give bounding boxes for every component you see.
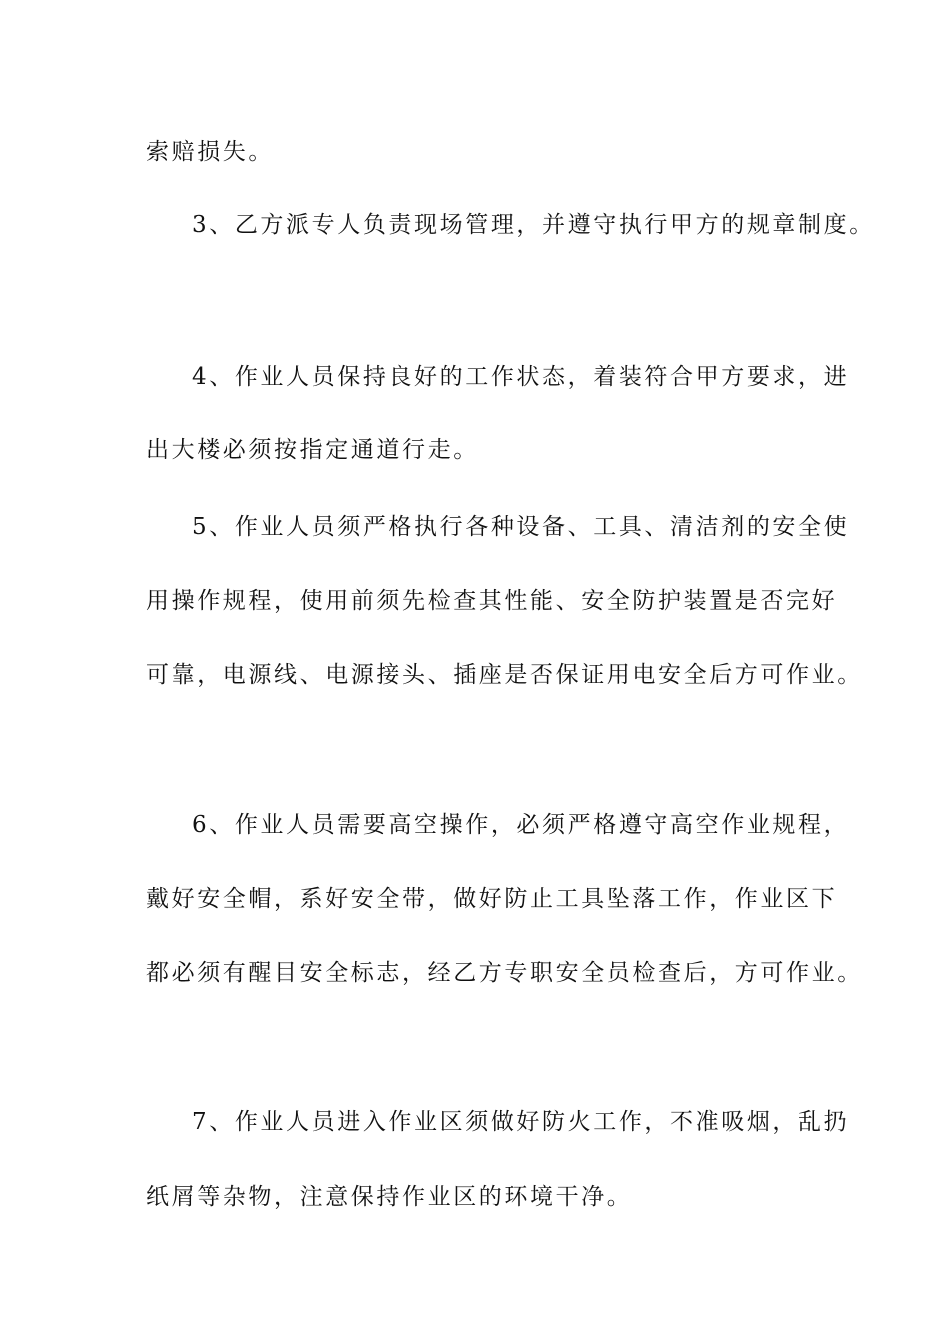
text-line: 5、作业人员须严格执行各种设备、工具、清洁剂的安全使 [192,514,850,540]
text-line: 用操作规程，使用前须先检查其性能、安全防护装置是否完好 [146,588,838,614]
text-line: 3、乙方派专人负责现场管理，并遵守执行甲方的规章制度。 [192,212,875,238]
text-line: 6、作业人员需要高空操作，必须严格遵守高空作业规程， [192,812,850,838]
text-line: 戴好安全帽，系好安全带，做好防止工具坠落工作，作业区下 [146,886,838,912]
text-line: 都必须有醒目安全标志，经乙方专职安全员检查后，方可作业。 [146,960,863,986]
text-line: 可靠，电源线、电源接头、插座是否保证用电安全后方可作业。 [146,662,863,688]
text-line: 纸屑等杂物，注意保持作业区的环境干净。 [146,1184,633,1210]
text-line: 出大楼必须按指定通道行走。 [146,437,479,463]
text-line: 7、作业人员进入作业区须做好防火工作，不准吸烟，乱扔 [192,1109,850,1135]
text-line: 索赔损失。 [146,139,274,165]
text-line: 4、作业人员保持良好的工作状态，着装符合甲方要求，进 [192,364,850,390]
